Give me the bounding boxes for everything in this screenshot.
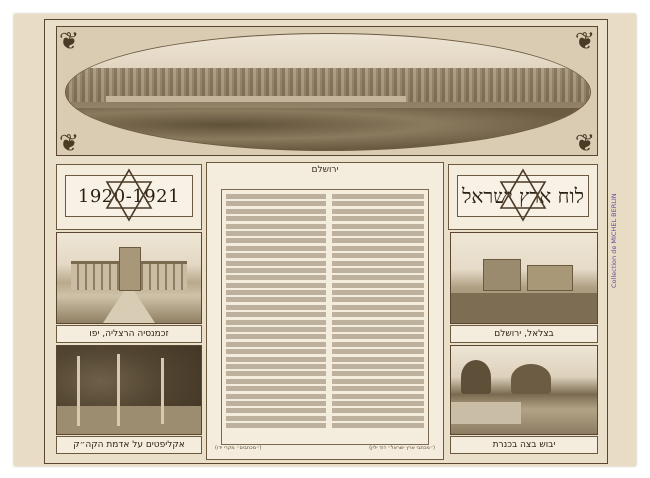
- corner-ornament-icon: ❦: [59, 129, 80, 156]
- caption-eucalyptus: אקליפטים על אדמת הקה״ק: [56, 436, 202, 454]
- footnote-right: (״מכתבי ארץ ישראל״ דוד ילין): [369, 445, 435, 451]
- caption-kinneret: יבוש בצה בכנרת: [450, 436, 598, 454]
- footnote-left: (״מכתבים״ מקרי ידו): [215, 445, 262, 451]
- title-cartouche: [457, 175, 589, 217]
- bezalel-photo: [450, 232, 598, 324]
- corner-ornament-icon: ❦: [59, 27, 80, 55]
- panorama-hills: [66, 108, 590, 150]
- star-of-david-icon: [496, 168, 550, 222]
- title-panel: [448, 164, 598, 230]
- jerusalem-panorama: [56, 26, 598, 156]
- text-column-left: [226, 194, 326, 438]
- text-column-right: [332, 194, 424, 438]
- main-text-panel: [206, 162, 444, 460]
- year-panel: [56, 164, 202, 230]
- corner-ornament-icon: ❦: [574, 27, 595, 55]
- herzliya-gymnasium-photo: [56, 232, 202, 324]
- corner-ornament-icon: ❦: [574, 129, 595, 156]
- eucalyptus-photo: [56, 345, 202, 435]
- collection-stamp: [606, 190, 628, 290]
- year-range: 1920-1921: [77, 185, 181, 207]
- year-cartouche: [65, 175, 193, 217]
- caption-bezalel: בצלאל, ירושלם: [450, 325, 598, 343]
- stamp-text: Collection de MICHEL BERLIN: [610, 193, 618, 288]
- star-of-david-icon: [102, 168, 156, 222]
- kinneret-photo: [450, 345, 598, 435]
- text-columns: [221, 189, 429, 445]
- calendar-title: לוח ארץ ישראל: [462, 183, 584, 208]
- panorama-image: [65, 33, 591, 151]
- text-heading: ירושלם: [311, 165, 339, 175]
- panorama-wall: [106, 96, 406, 102]
- caption-herzliya: זכמנסיה הרצליה, יפו: [56, 325, 202, 343]
